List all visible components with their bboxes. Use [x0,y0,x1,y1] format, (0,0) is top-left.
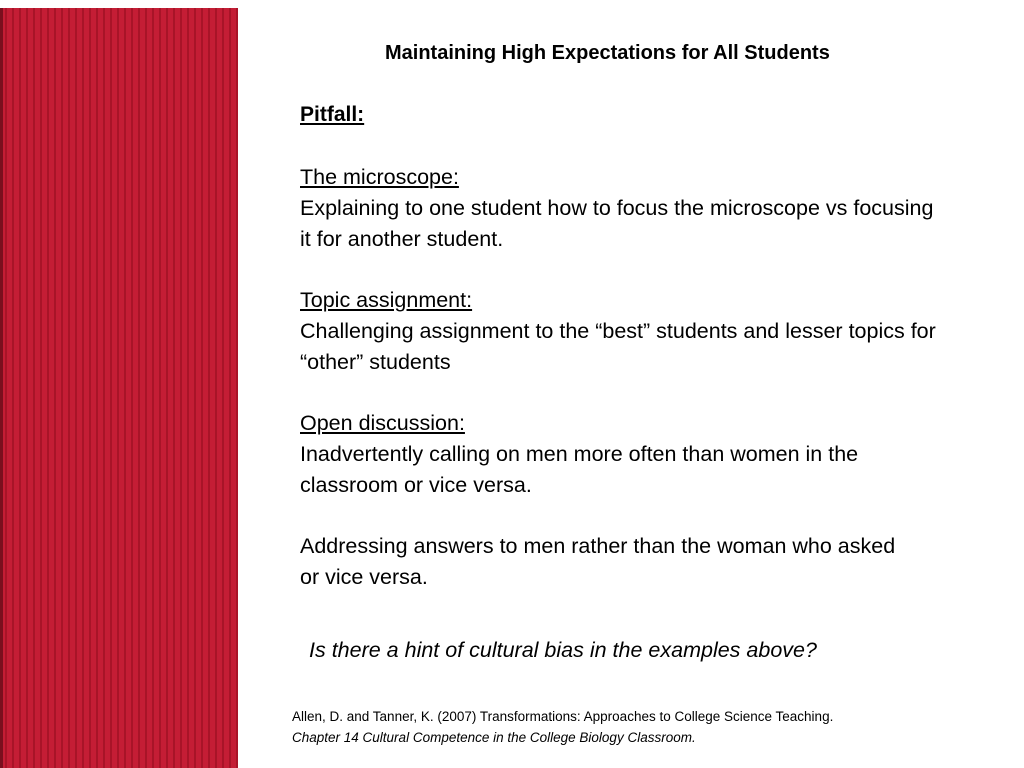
example-text: Explaining to one student how to focus the microscope vs focusing it for another student. [300,196,934,251]
example-text: Addressing answers to men rather than the woman who asked or vice versa. [300,534,896,589]
example-topic-assignment [300,285,940,378]
example-label: The microscope: [300,165,459,189]
slide-title: Maintaining High Expectations for All Students [385,42,830,64]
citation [292,706,833,748]
example-text: Inadvertently calling on men more often than women in the classroom or vice versa. [300,442,859,497]
example-text: Challenging assignment to the “best” students and lesser topics for “other” students [300,319,936,374]
citation-reference: Allen, D. and Tanner, K. (2007) Transformations: Approaches to College Science Teaching. [292,709,834,724]
example-addressing-answers [300,531,900,593]
citation-chapter: Chapter 14 Cultural Competence in the College Biology Classroom. [292,730,696,745]
example-microscope [300,162,940,255]
example-label: Open discussion: [300,411,465,435]
example-open-discussion [300,408,940,501]
section-heading: Pitfall: [300,103,365,126]
example-label: Topic assignment: [300,288,473,312]
discussion-question: Is there a hint of cultural bias in the examples above? [309,638,817,662]
decorative-side-panel [0,8,238,768]
